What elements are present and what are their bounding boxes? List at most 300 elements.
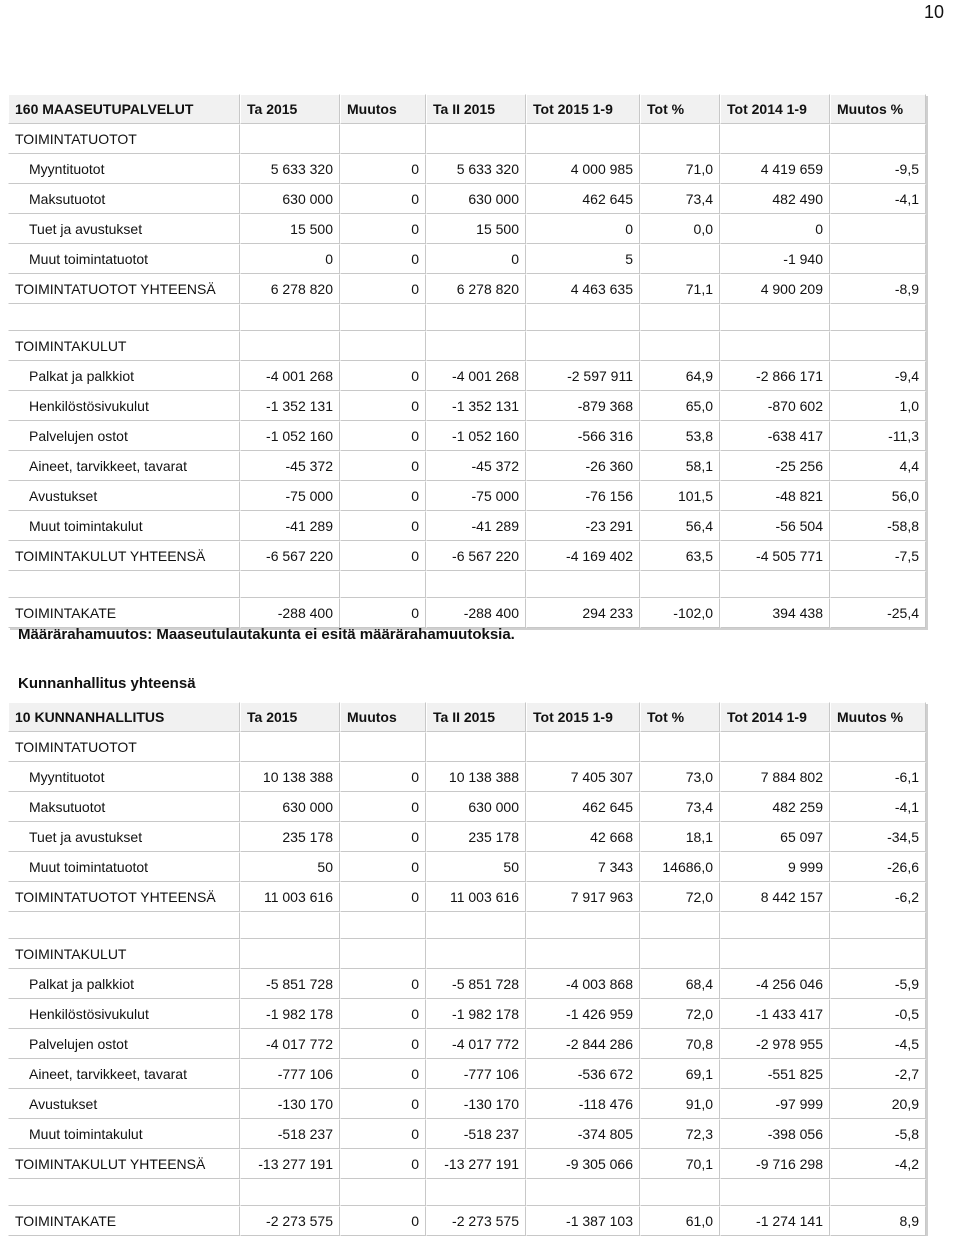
row-label: TOIMINTAKATE [8,598,240,628]
row-label: Palkat ja palkkiot [8,361,240,391]
appropriation-note: Määrärahamuutos: Maaseutulautakunta ei esitä määrärahamuutoksia. [18,626,515,643]
maaseutupalvelut-table [8,94,926,628]
cell-value: -13 277 191 [426,1149,526,1179]
cell-value: -34,5 [830,822,926,852]
cell-value: -5,8 [830,1119,926,1149]
cell-value [526,571,640,598]
cell-value: 0 [340,1119,426,1149]
cell-value [426,732,526,762]
row-label: Muut toimintakulut [8,511,240,541]
cell-value [830,304,926,331]
column-header: Tot 2014 1-9 [720,702,830,732]
column-header: Muutos % [830,94,926,124]
cell-value [640,571,720,598]
row-label: TOIMINTATUOTOT YHTEENSÄ [8,882,240,912]
column-header: Muutos % [830,702,926,732]
column-header: Muutos [340,94,426,124]
cell-value: 0 [340,451,426,481]
cell-value [240,939,340,969]
cell-value [640,732,720,762]
row-label: Henkilöstösivukulut [8,999,240,1029]
cell-value: -398 056 [720,1119,830,1149]
cell-value: -8,9 [830,274,926,304]
column-header: Ta II 2015 [426,702,526,732]
cell-value: -97 999 [720,1089,830,1119]
cell-value: 64,9 [640,361,720,391]
cell-value: -2,7 [830,1059,926,1089]
cell-value: -4 505 771 [720,541,830,571]
cell-value: -374 805 [526,1119,640,1149]
cell-value: 10 138 388 [426,762,526,792]
cell-value [240,304,340,331]
cell-value: -0,5 [830,999,926,1029]
cell-value: -6 567 220 [426,541,526,571]
cell-value: 6 278 820 [240,274,340,304]
row-label: Tuet ja avustukset [8,214,240,244]
row-label: TOIMINTATUOTOT [8,124,240,154]
table-row [8,451,926,481]
column-header: Tot % [640,94,720,124]
cell-value: -5 851 728 [426,969,526,999]
cell-value [340,912,426,939]
cell-value: 7 917 963 [526,882,640,912]
cell-value: 0 [340,1149,426,1179]
cell-value: -1 940 [720,244,830,274]
cell-value: 65 097 [720,822,830,852]
cell-value: -9,4 [830,361,926,391]
cell-value: 65,0 [640,391,720,421]
table-row [8,882,926,912]
table-row [8,214,926,244]
cell-value: -288 400 [240,598,340,628]
cell-value: 58,1 [640,451,720,481]
table-row [8,511,926,541]
cell-value: 15 500 [240,214,340,244]
cell-value: 70,8 [640,1029,720,1059]
cell-value: 69,1 [640,1059,720,1089]
cell-value: -102,0 [640,598,720,628]
table-row [8,1179,926,1206]
cell-value: 630 000 [240,184,340,214]
table-row [8,244,926,274]
cell-value [240,571,340,598]
cell-value: -4 001 268 [240,361,340,391]
cell-value: 4 900 209 [720,274,830,304]
cell-value: -1 433 417 [720,999,830,1029]
cell-value [426,124,526,154]
cell-value: -1 982 178 [426,999,526,1029]
column-header: Muutos [340,702,426,732]
table-row [8,762,926,792]
cell-value [830,571,926,598]
cell-value [640,939,720,969]
row-label: Myyntituotot [8,154,240,184]
cell-value: 0 [340,214,426,244]
cell-value: -6,1 [830,762,926,792]
row-label: Palvelujen ostot [8,1029,240,1059]
cell-value: 0 [340,511,426,541]
table-row [8,1149,926,1179]
cell-value: -9,5 [830,154,926,184]
table-row [8,481,926,511]
table-row [8,1029,926,1059]
cell-value: 18,1 [640,822,720,852]
cell-value: -7,5 [830,541,926,571]
cell-value: -777 106 [240,1059,340,1089]
column-header: 10 KUNNANHALLITUS [8,702,240,732]
cell-value: 0 [340,882,426,912]
table-row [8,732,926,762]
table-row [8,1059,926,1089]
cell-value: -118 476 [526,1089,640,1119]
column-header: Ta II 2015 [426,94,526,124]
row-label [8,1179,240,1206]
cell-value: 294 233 [526,598,640,628]
cell-value [426,304,526,331]
column-header: Tot 2015 1-9 [526,94,640,124]
row-label [8,571,240,598]
cell-value: -5,9 [830,969,926,999]
cell-value: -48 821 [720,481,830,511]
cell-value [240,124,340,154]
cell-value [640,124,720,154]
cell-value: 42 668 [526,822,640,852]
cell-value: -1 387 103 [526,1206,640,1236]
page-number: 10 [923,2,944,22]
cell-value: 0 [240,244,340,274]
cell-value: -1 052 160 [426,421,526,451]
cell-value [526,331,640,361]
cell-value: -518 237 [426,1119,526,1149]
cell-value: -1 982 178 [240,999,340,1029]
cell-value: 73,0 [640,762,720,792]
cell-value: 0,0 [640,214,720,244]
cell-value: 0 [340,274,426,304]
table-row [8,154,926,184]
cell-value: 1,0 [830,391,926,421]
section-subtitle: Kunnanhallitus yhteensä [18,675,196,692]
cell-value: 482 259 [720,792,830,822]
cell-value: -130 170 [426,1089,526,1119]
table-row [8,852,926,882]
row-label: Maksutuotot [8,184,240,214]
cell-value: 0 [340,598,426,628]
cell-value: -2 597 911 [526,361,640,391]
table-row [8,304,926,331]
cell-value [720,304,830,331]
cell-value: -879 368 [526,391,640,421]
cell-value: -1 352 131 [426,391,526,421]
cell-value [340,1179,426,1206]
cell-value: -4 017 772 [240,1029,340,1059]
kunnanhallitus-table [8,702,926,1236]
cell-value: -45 372 [426,451,526,481]
cell-value [830,214,926,244]
cell-value [640,1179,720,1206]
cell-value: -870 602 [720,391,830,421]
cell-value: -130 170 [240,1089,340,1119]
cell-value [526,1179,640,1206]
cell-value [720,124,830,154]
cell-value: -4,5 [830,1029,926,1059]
cell-value: -4,1 [830,792,926,822]
cell-value: 0 [340,1059,426,1089]
cell-value: 0 [340,1089,426,1119]
cell-value: 0 [340,762,426,792]
cell-value [240,331,340,361]
column-header: Tot 2015 1-9 [526,702,640,732]
cell-value: -26,6 [830,852,926,882]
cell-value: -25 256 [720,451,830,481]
cell-value: 0 [340,391,426,421]
cell-value: -566 316 [526,421,640,451]
cell-value: 11 003 616 [240,882,340,912]
table-row [8,598,926,628]
cell-value [340,732,426,762]
cell-value: -6,2 [830,882,926,912]
cell-value: 0 [426,244,526,274]
table-row [8,184,926,214]
row-label: Henkilöstösivukulut [8,391,240,421]
cell-value [640,304,720,331]
cell-value: 630 000 [426,184,526,214]
cell-value: -536 672 [526,1059,640,1089]
cell-value [526,304,640,331]
cell-value: 71,0 [640,154,720,184]
cell-value: 63,5 [640,541,720,571]
cell-value: 68,4 [640,969,720,999]
table-row [8,822,926,852]
cell-value: 6 278 820 [426,274,526,304]
cell-value: -23 291 [526,511,640,541]
cell-value: 14686,0 [640,852,720,882]
cell-value: -551 825 [720,1059,830,1089]
cell-value: 0 [340,969,426,999]
column-header: Ta 2015 [240,94,340,124]
cell-value: -4 017 772 [426,1029,526,1059]
cell-value [240,1179,340,1206]
cell-value [526,124,640,154]
row-label: Avustukset [8,1089,240,1119]
row-label: Muut toimintatuotot [8,852,240,882]
table-row [8,391,926,421]
row-label: Palkat ja palkkiot [8,969,240,999]
cell-value: 72,0 [640,882,720,912]
row-label: TOIMINTAKULUT YHTEENSÄ [8,541,240,571]
table-row [8,274,926,304]
cell-value: 71,1 [640,274,720,304]
cell-value: -41 289 [240,511,340,541]
cell-value: 56,0 [830,481,926,511]
table-row [8,331,926,361]
row-label: Tuet ja avustukset [8,822,240,852]
cell-value: 61,0 [640,1206,720,1236]
cell-value [720,939,830,969]
cell-value: 394 438 [720,598,830,628]
table-row [8,1206,926,1236]
cell-value [426,1179,526,1206]
cell-value: 235 178 [426,822,526,852]
cell-value: -288 400 [426,598,526,628]
cell-value: 0 [340,1206,426,1236]
table-row [8,421,926,451]
row-label: Aineet, tarvikkeet, tavarat [8,1059,240,1089]
cell-value: -13 277 191 [240,1149,340,1179]
cell-value: 0 [340,184,426,214]
cell-value: 72,3 [640,1119,720,1149]
cell-value: -518 237 [240,1119,340,1149]
cell-value: 50 [426,852,526,882]
cell-value [340,124,426,154]
cell-value [720,912,830,939]
cell-value: 4 419 659 [720,154,830,184]
cell-value: 15 500 [426,214,526,244]
cell-value [340,939,426,969]
cell-value [720,732,830,762]
cell-value [640,912,720,939]
cell-value: 462 645 [526,792,640,822]
cell-value: -2 866 171 [720,361,830,391]
cell-value: -9 716 298 [720,1149,830,1179]
cell-value: -2 273 575 [426,1206,526,1236]
cell-value: 73,4 [640,184,720,214]
cell-value [340,304,426,331]
cell-value [240,912,340,939]
column-header: Ta 2015 [240,702,340,732]
cell-value: 73,4 [640,792,720,822]
cell-value: 0 [526,214,640,244]
cell-value: 0 [340,999,426,1029]
cell-value: -2 844 286 [526,1029,640,1059]
cell-value: 8,9 [830,1206,926,1236]
cell-value: -41 289 [426,511,526,541]
cell-value [240,732,340,762]
cell-value: 0 [340,822,426,852]
cell-value: 50 [240,852,340,882]
cell-value [340,331,426,361]
table-row [8,912,926,939]
cell-value: 20,9 [830,1089,926,1119]
cell-value [526,732,640,762]
row-label: TOIMINTATUOTOT YHTEENSÄ [8,274,240,304]
cell-value: 5 633 320 [426,154,526,184]
table-row [8,969,926,999]
cell-value: 482 490 [720,184,830,214]
row-label: TOIMINTAKULUT [8,331,240,361]
cell-value: -1 052 160 [240,421,340,451]
table-row [8,1119,926,1149]
cell-value: -9 305 066 [526,1149,640,1179]
cell-value: 4 000 985 [526,154,640,184]
cell-value [830,244,926,274]
cell-value: -1 352 131 [240,391,340,421]
row-label: Maksutuotot [8,792,240,822]
table-row [8,792,926,822]
header-row [8,94,926,124]
table-row [8,361,926,391]
row-label: TOIMINTAKATE [8,1206,240,1236]
cell-value: -26 360 [526,451,640,481]
row-label: Aineet, tarvikkeet, tavarat [8,451,240,481]
cell-value [526,912,640,939]
cell-value [426,912,526,939]
cell-value [830,939,926,969]
cell-value: -777 106 [426,1059,526,1089]
cell-value: 5 [526,244,640,274]
cell-value: 91,0 [640,1089,720,1119]
cell-value: -45 372 [240,451,340,481]
cell-value: -6 567 220 [240,541,340,571]
cell-value: -2 978 955 [720,1029,830,1059]
cell-value: -4,2 [830,1149,926,1179]
row-label: Muut toimintatuotot [8,244,240,274]
cell-value: -75 000 [240,481,340,511]
cell-value: 0 [340,361,426,391]
cell-value: 0 [340,421,426,451]
cell-value: 630 000 [426,792,526,822]
header-row [8,702,926,732]
cell-value: -75 000 [426,481,526,511]
cell-value [720,331,830,361]
cell-value: 4,4 [830,451,926,481]
cell-value [426,939,526,969]
row-label [8,912,240,939]
row-label: Muut toimintakulut [8,1119,240,1149]
cell-value: -11,3 [830,421,926,451]
cell-value: -4,1 [830,184,926,214]
cell-value: 56,4 [640,511,720,541]
cell-value: 0 [340,792,426,822]
cell-value: 5 633 320 [240,154,340,184]
row-label: Palvelujen ostot [8,421,240,451]
cell-value: 462 645 [526,184,640,214]
table-row [8,999,926,1029]
cell-value: -25,4 [830,598,926,628]
cell-value: -638 417 [720,421,830,451]
cell-value [526,939,640,969]
cell-value: -4 169 402 [526,541,640,571]
cell-value: 101,5 [640,481,720,511]
cell-value: 70,1 [640,1149,720,1179]
cell-value [830,124,926,154]
cell-value: 630 000 [240,792,340,822]
cell-value: 0 [340,1029,426,1059]
cell-value: 7 405 307 [526,762,640,792]
row-label: Myyntituotot [8,762,240,792]
cell-value [640,244,720,274]
column-header: Tot 2014 1-9 [720,94,830,124]
cell-value: 8 442 157 [720,882,830,912]
column-header: 160 MAASEUTUPALVELUT [8,94,240,124]
cell-value [830,912,926,939]
cell-value [640,331,720,361]
cell-value: 235 178 [240,822,340,852]
cell-value: 7 884 802 [720,762,830,792]
cell-value: 0 [340,154,426,184]
cell-value: 0 [340,852,426,882]
cell-value [720,571,830,598]
cell-value: -1 274 141 [720,1206,830,1236]
row-label: TOIMINTAKULUT YHTEENSÄ [8,1149,240,1179]
cell-value: -1 426 959 [526,999,640,1029]
table-row [8,124,926,154]
table-row [8,541,926,571]
cell-value: -58,8 [830,511,926,541]
cell-value [830,331,926,361]
cell-value: 9 999 [720,852,830,882]
cell-value: 0 [720,214,830,244]
table-row [8,939,926,969]
